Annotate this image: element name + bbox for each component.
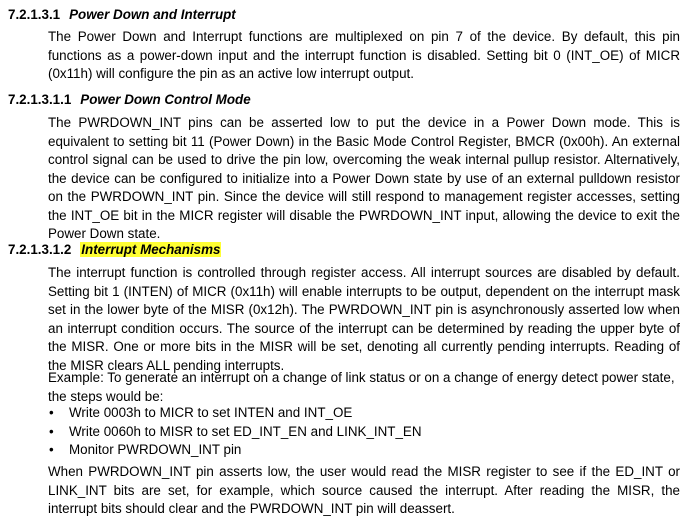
section-number: 7.2.1.3.1 [8,7,61,22]
bullet-icon: • [49,442,54,457]
section-heading-power-down-control-mode [8,91,251,108]
section-title: Power Down and Interrupt [69,7,236,22]
section-title: Power Down Control Mode [80,92,251,107]
list-item [48,404,680,423]
section-title-highlighted: Interrupt Mechanisms [81,242,221,257]
steps-list [48,404,680,460]
step-text: Write 0003h to MICR to set INTEN and INT_OE [69,405,353,420]
bullet-icon: • [49,405,54,420]
step-text: Write 0060h to MISR to set ED_INT_EN and LINK_INT_EN [69,423,422,439]
list-item [48,441,680,460]
example-intro: Example: To generate an interrupt on a change of link status or on a change of energy detect power state, the steps would be: [48,370,675,404]
step-text: Monitor PWRDOWN_INT pin [69,442,242,457]
paragraph-interrupt-mechanisms: The interrupt function is controlled through register access. All interrupt sources are disabled by default. Setting bit 1 (INTEN) of MICR (0x11h) will enable interrupts to be output, dependent on the interrupt mask set in the lower byte of the MISR (0x12h). The PWRDOWN_INT pin is asynchronously asserted low when an interrupt condition occurs. The source of the interrupt can be determined by reading the upper byte of the MISR. One or more bits in the MISR will be set, denoting all currently pending interrupts. Reading of the MISR clears ALL pending interrupts. [48,265,680,373]
section-number: 7.2.1.3.1.1 [8,92,72,107]
section-heading-interrupt-mechanisms [8,241,221,258]
section-heading-power-down-and-interrupt [8,6,236,23]
paragraph-power-down-control-mode: The PWRDOWN_INT pins can be asserted low to put the device in a Power Down mode. This is equivalent to setting bit 11 (Power Down) in the Basic Mode Control Register, BMCR (0x00h). An external control signal can be used to drive the pin low, overcoming the weak internal pullup resistor. Alternatively, the device can be configured to initialize into a Power Down state by use of an external pulldown resistor on the PWRDOWN_INT pin. Since the device will still respond to management register accesses, setting the INT_OE bit in the MICR register will disable the PWRDOWN_INT input, allowing the device to exit the Power Down state. [48,115,680,241]
paragraph-power-down-and-interrupt: The Power Down and Interrupt functions are multiplexed on pin 7 of the device. By default, this pin functions as a power-down input and the interrupt function is disabled. Setting bit 0 (INT_OE) of MICR (0x11h) will configure the pin as an active low interrupt output. [48,29,680,81]
section-number: 7.2.1.3.1.2 [8,242,72,257]
bullet-icon: • [49,423,54,439]
closing-paragraph: When PWRDOWN_INT pin asserts low, the user would read the MISR register to see if the ED_INT or LINK_INT bits are set, for example, which source caused the interrupt. After reading the MISR, the interrupt bits should clear and the PWRDOWN_INT pin will deassert. [48,464,680,516]
list-item [48,423,680,442]
